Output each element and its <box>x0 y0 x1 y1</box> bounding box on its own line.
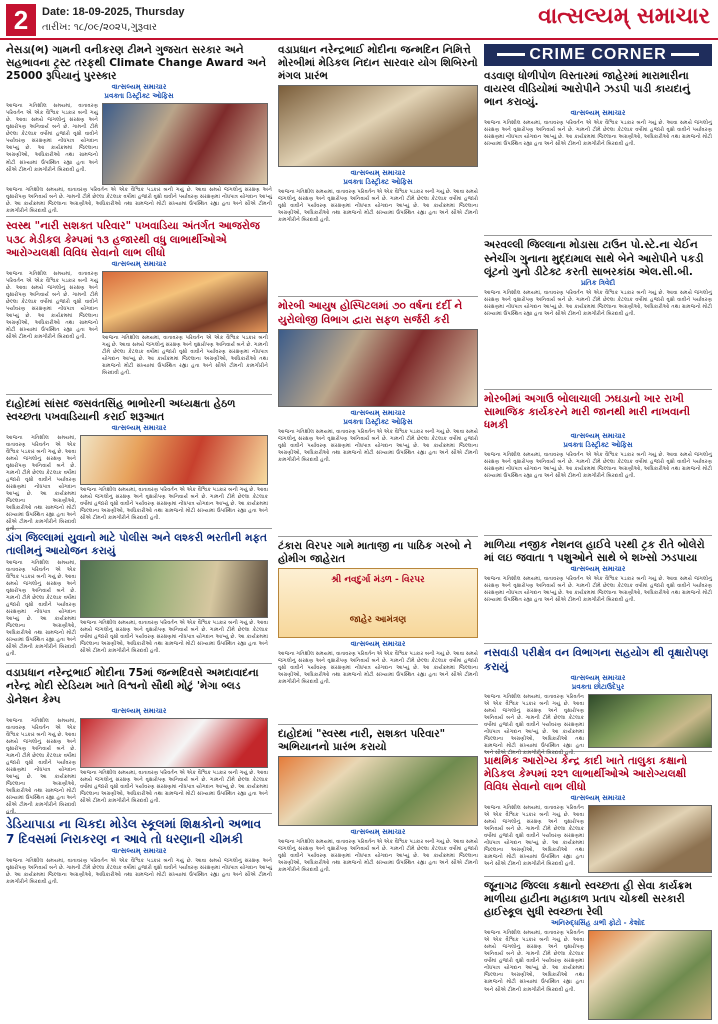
article-photo <box>80 718 268 768</box>
headline-junagadh-swachhata: જૂનાગઢ જિલ્લા કક્ષાનો સ્વચ્છતા હી સેવા કાર્યક્રમ માળીયા હાટીના મહાકાળ પ્રતાપ ચોકથી સરકારી હાઈસ્કૂલ સુધી સ્વચ્છતા રેલી <box>484 880 692 919</box>
crime-corner-label: CRIME CORNER <box>529 46 667 63</box>
article-photo <box>588 694 712 748</box>
date-line-gujarati: તારીખ: ૧૮/૦૯/૨૦૨૫,ગુરૂવાર <box>42 22 157 33</box>
article-body: આજના ગતિશીલ સમયમાં, વાતાવરણ પરિવર્તન એ એક વૈશ્વિક પડકાર બની ગયું છે. આવા સમયે જંગલોનું સંરક્ષણ અને વૃક્ષારોપણ અનિવાર્ય બને છે. ગામની ટીમે છેલ્લા કેટલાક વર્ષોમાં હજારો વૃક્ષો વાવીને પર્યાવરણ સંરક્ષણમાં નોંધપાત્ર યોગદાન આપ્યું છે. આ કાર્યક્રમમાં જિલ્લાના અગ્રણીઓ, અધિકારીઓ તથા ગ્રામજનો મોટી સંખ્યામાં ઉપસ્થિત રહ્યા હતા અને સૌએ ટીમની કામગીરીને બિરદાવી હતી. <box>80 769 268 804</box>
byline: વાત્સલ્યમ્ સમાચાર <box>350 169 406 178</box>
byline: વાત્સલ્યમ્ સમાચાર <box>111 846 167 855</box>
byline: અનિરુદ્ધસિંહ ડાભી ફોટો - કેશોદ <box>550 919 646 928</box>
article-body: આજના ગતિશીલ સમયમાં, વાતાવરણ પરિવર્તન એ એક વૈશ્વિક પડકાર બની ગયું છે. આવા સમયે જંગલોનું સંરક્ષણ અને વૃક્ષારોપણ અનિવાર્ય બને છે. ગામની ટીમે છેલ્લા કેટલાક વર્ષોમાં હજારો વૃક્ષો વાવીને પર્યાવરણ સંરક્ષણમાં નોંધપાત્ર યોગદાન આપ્યું છે. આ કાર્યક્રમમાં જિલ્લાના અગ્રણીઓ, અધિકારીઓ તથા ગ્રામજનો મોટી સંખ્યામાં ઉપસ્થિત રહ્યા હતા અને સૌએ ટીમની કામગીરીને બિરદાવી હતી. <box>278 428 478 463</box>
headline-morbi-threat: મોરબીમાં અગાઉ બોલાચાલી ઝઘડાનો ખાર રાખી સામાજિક કાર્યકરને મારી જાનથી મારી નાખવાની ધમકી <box>484 392 690 431</box>
article-body: આજના ગતિશીલ સમયમાં, વાતાવરણ પરિવર્તન એ એક વૈશ્વિક પડકાર બની ગયું છે. આવા સમયે જંગલોનું સંરક્ષણ અને વૃક્ષારોપણ અનિવાર્ય બને છે. ગામની ટીમે છેલ્લા કેટલાક વર્ષોમાં હજારો વૃક્ષો વાવીને પર્યાવરણ સંરક્ષણમાં નોંધપાત્ર યોગદાન આપ્યું છે. આ કાર્યક્રમમાં જિલ્લાના અગ્રણીઓ, અધિકારીઓ તથા ગ્રામજનો મોટી સંખ્યામાં ઉપસ્થિત રહ્યા હતા અને સૌએ ટીમની કામગીરીને બિરદાવી હતી. <box>80 487 268 522</box>
headline-kadi-medical-camp: પ્રાથમિક આરોગ્ય કેન્દ્ર કાદી ખાતે તાલુકા કક્ષાનો મેડિકલ કેમ્પમાં ૨૨૧ લાભાર્થીઓએ આરોગ્યલક્ષી વિવિધ સેવાનો લાભ લીધો <box>484 754 688 793</box>
byline: વાત્સલ્યમ્ સમાચાર <box>111 706 167 715</box>
article-body: આજના ગતિશીલ સમયમાં, વાતાવરણ પરિવર્તન એ એક વૈશ્વિક પડકાર બની ગયું છે. આવા સમયે જંગલોનું સંરક્ષણ અને વૃક્ષારોપણ અનિવાર્ય બને છે. ગામની ટીમે છેલ્લા કેટલાક વર્ષોમાં હજારો વૃક્ષો વાવીને પર્યાવરણ સંરક્ષણમાં નોંધપાત્ર યોગદાન આપ્યું છે. આ કાર્યક્રમમાં જિલ્લાના અગ્રણીઓ, અધિકારીઓ તથા ગ્રામજનો મોટી સંખ્યામાં ઉપસ્થિત રહ્યા હતા અને સૌએ ટીમની કામગીરીને બિરદાવી હતી. <box>278 650 478 685</box>
headline-swachhata: દાહોદમાં સાંસદ જસવંતસિંહ ભાભોરની અધ્યક્ષતા હેઠળ સ્વચ્છતા પખવાડિયાની કરાઈ શરૂઆત <box>6 397 236 423</box>
article-photo <box>588 805 712 873</box>
article-body: આજના ગતિશીલ સમયમાં, વાતાવરણ પરિવર્તન એ એક વૈશ્વિક પડકાર બની ગયું છે. આવા સમયે જંગલોનું સંરક્ષણ અને વૃક્ષારોપણ અનિવાર્ય બને છે. ગામની ટીમે છેલ્લા કેટલાક વર્ષોમાં હજારો વૃક્ષો વાવીને પર્યાવરણ સંરક્ષણમાં નોંધપાત્ર યોગદાન આપ્યું છે. આ કાર્યક્રમમાં જિલ્લાના અગ્રણીઓ, અધિકારીઓ તથા ગ્રામજનો મોટી સંખ્યામાં ઉપસ્થિત રહ્યા હતા અને સૌએ ટીમની કામગીરીને બિરદાવી હતી. <box>484 805 584 868</box>
article-body: આજના ગતિશીલ સમયમાં, વાતાવરણ પરિવર્તન એ એક વૈશ્વિક પડકાર બની ગયું છે. આવા સમયે જંગલોનું સંરક્ષણ અને વૃક્ષારોપણ અનિવાર્ય બને છે. ગામની ટીમે છેલ્લા કેટલાક વર્ષોમાં હજારો વૃક્ષો વાવીને પર્યાવરણ સંરક્ષણમાં નોંધપાત્ર યોગદાન આપ્યું છે. આ કાર્યક્રમમાં જિલ્લાના અગ્રણીઓ, અધિકારીઓ તથા ગ્રામજનો મોટી સંખ્યામાં ઉપસ્થિત રહ્યા હતા અને સૌએ ટીમની કામગીરીને બિરદાવી હતી. <box>6 717 76 815</box>
headline-dang-training: ડાંગ જિલ્લામાં યુવાનો માટે પોલીસ અને લશ્કરી ભરતીની મફત તાલીમનું આયોજન કરાયું <box>6 532 267 558</box>
article-photo <box>102 103 268 185</box>
headline-morbi-medical-camp: વડાપ્રધાન નરેન્દ્રભાઈ મોદીના જન્મદિન નિમિત્તે મોરબીમાં મેડિકલ નિદાન સારવાર યોગ શિબિરનો મંગલ પ્રારંભ <box>278 44 478 83</box>
article-body: આજના ગતિશીલ સમયમાં, વાતાવરણ પરિવર્તન એ એક વૈશ્વિક પડકાર બની ગયું છે. આવા સમયે જંગલોનું સંરક્ષણ અને વૃક્ષારોપણ અનિવાર્ય બને છે. ગામની ટીમે છેલ્લા કેટલાક વર્ષોમાં હજારો વૃક્ષો વાવીને પર્યાવરણ સંરક્ષણમાં નોંધપાત્ર યોગદાન આપ્યું છે. આ કાર્યક્રમમાં જિલ્લાના અગ્રણીઓ, અધિકારીઓ તથા ગ્રામજનો મોટી સંખ્યામાં ઉપસ્થિત રહ્યા હતા અને સૌએ ટીમની કામગીરીને બિરદાવી હતી. <box>278 189 478 224</box>
byline-office: પ્રવક્તા ડિસ્ટ્રીક્ટ ઓફિસ <box>104 92 174 101</box>
article-photo <box>278 329 478 407</box>
byline: વાત્સલ્યમ્ સમાચાર <box>570 673 626 682</box>
article-body: આજના ગતિશીલ સમયમાં, વાતાવરણ પરિવર્તન એ એક વૈશ્વિક પડકાર બની ગયું છે. આવા સમયે જંગલોનું સંરક્ષણ અને વૃક્ષારોપણ અનિવાર્ય બને છે. ગામની ટીમે છેલ્લા કેટલાક વર્ષોમાં હજારો વૃક્ષો વાવીને પર્યાવરણ સંરક્ષણમાં નોંધપાત્ર યોગદાન આપ્યું છે. આ કાર્યક્રમમાં જિલ્લાના અગ્રણીઓ, અધિકારીઓ તથા ગ્રામજનો મોટી સંખ્યામાં ઉપસ્થિત રહ્યા હતા અને સૌએ ટીમની કામગીરીને બિરદાવી હતી. <box>6 560 76 658</box>
headline-wadhwan-viral-video: વડવાણ ધોળીપોળ વિસ્તારમાં જાહેરમાં મારામારીના વાયરલ વીડિયોમાં આરોપીને ઝડપી પાડી કાયદાનું ભાન કરાવ્યું. <box>484 70 690 109</box>
article-body: આજના ગતિશીલ સમયમાં, વાતાવરણ પરિવર્તન એ એક વૈશ્વિક પડકાર બની ગયું છે. આવા સમયે જંગલોનું સંરક્ષણ અને વૃક્ષારોપણ અનિવાર્ય બને છે. ગામની ટીમે છેલ્લા કેટલાક વર્ષોમાં હજારો વૃક્ષો વાવીને પર્યાવરણ સંરક્ષણમાં નોંધપાત્ર યોગદાન આપ્યું છે. આ કાર્યક્રમમાં જિલ્લાના અગ્રણીઓ, અધિકારીઓ તથા ગ્રામજનો મોટી સંખ્યામાં ઉપસ્થિત રહ્યા હતા અને સૌએ ટીમની કામગીરીને બિરદાવી હતી. <box>6 270 98 340</box>
masthead-brand: વાત્સલ્યમ્ સમાચાર <box>538 4 710 29</box>
headline-modasa-chain-snatching: અરવલ્લી જિલ્લાના મોડાસા ટાઉન પો.સ્ટે.ના ચેઈન સ્નેચીંગ ગુનાના મુદ્દામાલ સાથે બેને આરોપીને પકડી લૂંટનો ગુનો ડીટેક્ટ કરતી સાબરકાંઠા એલ.સી.બી. <box>484 239 704 278</box>
article-photo <box>278 85 478 167</box>
byline: વાત્સલ્યમ્ સમાચાર <box>570 565 626 574</box>
article-body: આજના ગતિશીલ સમયમાં, વાતાવરણ પરિવર્તન એ એક વૈશ્વિક પડકાર બની ગયું છે. આવા સમયે જંગલોનું સંરક્ષણ અને વૃક્ષારોપણ અનિવાર્ય બને છે. ગામની ટીમે છેલ્લા કેટલાક વર્ષોમાં હજારો વૃક્ષો વાવીને પર્યાવરણ સંરક્ષણમાં નોંધપાત્ર યોગદાન આપ્યું છે. આ કાર્યક્રમમાં જિલ્લાના અગ્રણીઓ, અધિકારીઓ તથા ગ્રામજનો મોટી સંખ્યામાં ઉપસ્થિત રહ્યા હતા અને સૌએ ટીમની કામગીરીને બિરદાવી હતી. <box>6 857 272 885</box>
headline-dahod-swasth-nari: દાહોદમાં "સ્વસ્થ નારી, સશક્ત પરિવાર" અભિયાનનો પ્રારંભ કરાયો <box>278 727 446 753</box>
headline-ayush-surgery: મોરબી આયુષ હોસ્પિટલમાં ૭૦ વર્ષના દર્દી ને યુરોલોજી વિભાગ દ્વારા સફળ સર્જરી કરી <box>278 300 463 326</box>
column-left <box>6 44 272 902</box>
headline-climate-award: નેસડા(ભ) ગામની વનીકરણ ટીમને ગુજરાત સરકાર અને સહભાવના ટ્રસ્ટ તરફથી Climate Change Award અને 25000 રૂપિયાનું પુરસ્કાર <box>6 44 267 83</box>
invitation-title: શ્રી નવદુર્ગા મંડળ - વિરપર <box>331 574 425 585</box>
article-photo <box>588 930 712 1020</box>
byline-office: પ્રવક્તા છોટાઉદેપુર <box>571 682 625 691</box>
article-body: આજના ગતિશીલ સમયમાં, વાતાવરણ પરિવર્તન એ એક વૈશ્વિક પડકાર બની ગયું છે. આવા સમયે જંગલોનું સંરક્ષણ અને વૃક્ષારોપણ અનિવાર્ય બને છે. ગામની ટીમે છેલ્લા કેટલાક વર્ષોમાં હજારો વૃક્ષો વાવીને પર્યાવરણ સંરક્ષણમાં નોંધપાત્ર યોગદાન આપ્યું છે. આ કાર્યક્રમમાં જિલ્લાના અગ્રણીઓ, અધિકારીઓ તથા ગ્રામજનો મોટી સંખ્યામાં ઉપસ્થિત રહ્યા હતા અને સૌએ ટીમની કામગીરીને બિરદાવી હતી. <box>484 452 712 480</box>
byline: વાત્સલ્યમ્ સમાચાર <box>111 424 167 432</box>
article-body: આજના ગતિશીલ સમયમાં, વાતાવરણ પરિવર્તન એ એક વૈશ્વિક પડકાર બની ગયું છે. આવા સમયે જંગલોનું સંરક્ષણ અને વૃક્ષારોપણ અનિવાર્ય બને છે. ગામની ટીમે છેલ્લા કેટલાક વર્ષોમાં હજારો વૃક્ષો વાવીને પર્યાવરણ સંરક્ષણમાં નોંધપાત્ર યોગદાન આપ્યું છે. આ કાર્યક્રમમાં જિલ્લાના અગ્રણીઓ, અધિકારીઓ તથા ગ્રામજનો મોટી સંખ્યામાં ઉપસ્થિત રહ્યા હતા અને સૌએ ટીમની કામગીરીને બિરદાવી હતી. <box>278 839 478 874</box>
article-body: આજના ગતિશીલ સમયમાં, વાતાવરણ પરિવર્તન એ એક વૈશ્વિક પડકાર બની ગયું છે. આવા સમયે જંગલોનું સંરક્ષણ અને વૃક્ષારોપણ અનિવાર્ય બને છે. ગામની ટીમે છેલ્લા કેટલાક વર્ષોમાં હજારો વૃક્ષો વાવીને પર્યાવરણ સંરક્ષણમાં નોંધપાત્ર યોગદાન આપ્યું છે. આ કાર્યક્રમમાં જિલ્લાના અગ્રણીઓ, અધિકારીઓ તથા ગ્રામજનો મોટી સંખ્યામાં ઉપસ્થિત રહ્યા હતા અને સૌએ ટીમની કામગીરીને બિરદાવી હતી. <box>80 620 268 655</box>
article-body: આજના ગતિશીલ સમયમાં, વાતાવરણ પરિવર્તન એ એક વૈશ્વિક પડકાર બની ગયું છે. આવા સમયે જંગલોનું સંરક્ષણ અને વૃક્ષારોપણ અનિવાર્ય બને છે. ગામની ટીમે છેલ્લા કેટલાક વર્ષોમાં હજારો વૃક્ષો વાવીને પર્યાવરણ સંરક્ષણમાં નોંધપાત્ર યોગદાન આપ્યું છે. આ કાર્યક્રમમાં જિલ્લાના અગ્રણીઓ, અધિકારીઓ તથા ગ્રામજનો મોટી સંખ્યામાં ઉપસ્થિત રહ્યા હતા અને સૌએ ટીમની કામગીરીને બિરદાવી હતી. <box>102 334 268 376</box>
column-right <box>484 70 712 1020</box>
byline: પ્રતિક ત્રિવેદી <box>580 278 616 287</box>
article-photo <box>278 756 478 826</box>
headline-maliya-bolero: માળિયા નજીક નેશનલ હાઈવે પરથી ટ્રક રીતે બોલેરો માં લઇ જવાતા ૧ પશુઓને સાથે બે શખ્સો ઝડપાયા <box>484 539 705 565</box>
page-header <box>0 0 718 40</box>
article-body: આજના ગતિશીલ સમયમાં, વાતાવરણ પરિવર્તન એ એક વૈશ્વિક પડકાર બની ગયું છે. આવા સમયે જંગલોનું સંરક્ષણ અને વૃક્ષારોપણ અનિવાર્ય બને છે. ગામની ટીમે છેલ્લા કેટલાક વર્ષોમાં હજારો વૃક્ષો વાવીને પર્યાવરણ સંરક્ષણમાં નોંધપાત્ર યોગદાન આપ્યું છે. આ કાર્યક્રમમાં જિલ્લાના અગ્રણીઓ, અધિકારીઓ તથા ગ્રામજનો મોટી સંખ્યામાં ઉપસ્થિત રહ્યા હતા અને સૌએ ટીમની કામગીરીને બિરદાવી હતી. <box>6 103 98 173</box>
byline: વાત્સલ્યમ્ સમાચાર <box>350 828 406 837</box>
byline: વાત્સલ્યમ્ સમાચાર <box>111 259 167 268</box>
article-body: આજના ગતિશીલ સમયમાં, વાતાવરણ પરિવર્તન એ એક વૈશ્વિક પડકાર બની ગયું છે. આવા સમયે જંગલોનું સંરક્ષણ અને વૃક્ષારોપણ અનિવાર્ય બને છે. ગામની ટીમે છેલ્લા કેટલાક વર્ષોમાં હજારો વૃક્ષો વાવીને પર્યાવરણ સંરક્ષણમાં નોંધપાત્ર યોગદાન આપ્યું છે. આ કાર્યક્રમમાં જિલ્લાના અગ્રણીઓ, અધિકારીઓ તથા ગ્રામજનો મોટી સંખ્યામાં ઉપસ્થિત રહ્યા હતા અને સૌએ ટીમની કામગીરીને બિરદાવી હતી. <box>484 289 712 317</box>
date-line: Date: 18-09-2025, Thursday <box>42 6 185 18</box>
article-body: આજના ગતિશીલ સમયમાં, વાતાવરણ પરિવર્તન એ એક વૈશ્વિક પડકાર બની ગયું છે. આવા સમયે જંગલોનું સંરક્ષણ અને વૃક્ષારોપણ અનિવાર્ય બને છે. ગામની ટીમે છેલ્લા કેટલાક વર્ષોમાં હજારો વૃક્ષો વાવીને પર્યાવરણ સંરક્ષણમાં નોંધપાત્ર યોગદાન આપ્યું છે. આ કાર્યક્રમમાં જિલ્લાના અગ્રણીઓ, અધિકારીઓ તથા ગ્રામજનો મોટી સંખ્યામાં ઉપસ્થિત રહ્યા હતા અને સૌએ ટીમની કામગીરીને બિરદાવી હતી. <box>6 435 76 533</box>
invitation-card <box>278 568 478 638</box>
headline-chikda-school: ડેડિયાપાડા ના ચિકદા મોડેલ સ્કૂલમાં શિક્ષકોનો અભાવ 7 દિવસમાં નિરાકરણ ન આવે તો ધરણાની ચીમકી <box>6 816 262 846</box>
article-photo <box>80 560 268 618</box>
crime-corner-banner <box>484 44 712 66</box>
byline: વાત્સલ્યમ્ સમાચાર <box>570 794 626 802</box>
byline-office: પ્રવક્તા ડિસ્ટ્રીક્ટ ઓફિસ <box>563 441 633 450</box>
byline: વાત્સલ્યમ્ સમાચાર <box>570 109 626 118</box>
byline-office: પ્રવક્તા ડિસ્ટ્રીક્ટ ઓફિસ <box>343 417 413 426</box>
byline: વાત્સલ્યમ્ સમાચાર <box>570 432 626 441</box>
column-middle <box>278 44 478 949</box>
article-body: આજના ગતિશીલ સમયમાં, વાતાવરણ પરિવર્તન એ એક વૈશ્વિક પડકાર બની ગયું છે. આવા સમયે જંગલોનું સંરક્ષણ અને વૃક્ષારોપણ અનિવાર્ય બને છે. ગામની ટીમે છેલ્લા કેટલાક વર્ષોમાં હજારો વૃક્ષો વાવીને પર્યાવરણ સંરક્ષણમાં નોંધપાત્ર યોગદાન આપ્યું છે. આ કાર્યક્રમમાં જિલ્લાના અગ્રણીઓ, અધિકારીઓ તથા ગ્રામજનો મોટી સંખ્યામાં ઉપસ્થિત રહ્યા હતા અને સૌએ ટીમની કામગીરીને બિરદાવી હતી. <box>484 930 584 993</box>
article-body: આજના ગતિશીલ સમયમાં, વાતાવરણ પરિવર્તન એ એક વૈશ્વિક પડકાર બની ગયું છે. આવા સમયે જંગલોનું સંરક્ષણ અને વૃક્ષારોપણ અનિવાર્ય બને છે. ગામની ટીમે છેલ્લા કેટલાક વર્ષોમાં હજારો વૃક્ષો વાવીને પર્યાવરણ સંરક્ષણમાં નોંધપાત્ર યોગદાન આપ્યું છે. આ કાર્યક્રમમાં જિલ્લાના અગ્રણીઓ, અધિકારીઓ તથા ગ્રામજનો મોટી સંખ્યામાં ઉપસ્થિત રહ્યા હતા અને સૌએ ટીમની કામગીરીને બિરદાવી હતી. <box>484 120 712 148</box>
article-body: આજના ગતિશીલ સમયમાં, વાતાવરણ પરિવર્તન એ એક વૈશ્વિક પડકાર બની ગયું છે. આવા સમયે જંગલોનું સંરક્ષણ અને વૃક્ષારોપણ અનિવાર્ય બને છે. ગામની ટીમે છેલ્લા કેટલાક વર્ષોમાં હજારો વૃક્ષો વાવીને પર્યાવરણ સંરક્ષણમાં નોંધપાત્ર યોગદાન આપ્યું છે. આ કાર્યક્રમમાં જિલ્લાના અગ્રણીઓ, અધિકારીઓ તથા ગ્રામજનો મોટી સંખ્યામાં ઉપસ્થિત રહ્યા હતા અને સૌએ ટીમની કામગીરીને બિરદાવી હતી. <box>484 576 712 604</box>
headline-tankara-garba: ટંકારા વિરપર ગામે માતાજી ના પાઠિક ગરબો ને હોમીગ જાહેરાત <box>278 539 472 565</box>
headline-medical-camp: સ્વસ્થ "નારી સશક્ત પરિવાર" પખવાડિયા અંતર્ગત આજરોજ ૫૩૮ મેડીકલ કેમ્પમાં ૧૩ હજારથી વધુ લાભાર્થીઓએ આરોગ્યલક્ષી વિવિધ સેવાનો લાભ લીધો <box>6 220 260 259</box>
invitation-subtitle: જાહેર આમંત્રણ <box>349 614 407 625</box>
byline: વાત્સલ્યમ્ સમાચાર <box>111 83 167 92</box>
article-photo <box>80 435 268 485</box>
article-body: આજના ગતિશીલ સમયમાં, વાતાવરણ પરિવર્તન એ એક વૈશ્વિક પડકાર બની ગયું છે. આવા સમયે જંગલોનું સંરક્ષણ અને વૃક્ષારોપણ અનિવાર્ય બને છે. ગામની ટીમે છેલ્લા કેટલાક વર્ષોમાં હજારો વૃક્ષો વાવીને પર્યાવરણ સંરક્ષણમાં નોંધપાત્ર યોગદાન આપ્યું છે. આ કાર્યક્રમમાં જિલ્લાના અગ્રણીઓ, અધિકારીઓ તથા ગ્રામજનો મોટી સંખ્યામાં ઉપસ્થિત રહ્યા હતા અને સૌએ ટીમની કામગીરીને બિરદાવી હતી. <box>484 693 584 756</box>
article-photo <box>102 271 268 333</box>
page-number: 2 <box>6 4 36 36</box>
byline: વાત્સલ્યમ્ સમાચાર <box>350 639 406 648</box>
headline-blood-donation: વડાપ્રધાન નરેન્દ્રભાઈ મોદીના 75માં જન્મદિવસે અમદાવાદના નરેન્દ્ર મોદી સ્ટેડિયમ ખાતે વિશ્વનો સૌથી મોટું 'મેગા બ્લડ ડોનેશન કેમ્પ <box>6 667 259 706</box>
byline-office: પ્રવક્તા ડિસ્ટ્રીક્ટ ઓફિસ <box>343 178 413 187</box>
article-body: આજના ગતિશીલ સમયમાં, વાતાવરણ પરિવર્તન એ એક વૈશ્વિક પડકાર બની ગયું છે. આવા સમયે જંગલોનું સંરક્ષણ અને વૃક્ષારોપણ અનિવાર્ય બને છે. ગામની ટીમે છેલ્લા કેટલાક વર્ષોમાં હજારો વૃક્ષો વાવીને પર્યાવરણ સંરક્ષણમાં નોંધપાત્ર યોગદાન આપ્યું છે. આ કાર્યક્રમમાં જિલ્લાના અગ્રણીઓ, અધિકારીઓ તથા ગ્રામજનો મોટી સંખ્યામાં ઉપસ્થિત રહ્યા હતા અને સૌએ ટીમની કામગીરીને બિરદાવી હતી. <box>6 187 272 215</box>
headline-naswadi-plantation: નસવાડી પરીક્ષેત્ર વન વિભાગના સહયોગ થી વૃક્ષારોપણ કરાયું <box>484 647 709 673</box>
byline: વાત્સલ્યમ્ સમાચાર <box>350 408 406 417</box>
